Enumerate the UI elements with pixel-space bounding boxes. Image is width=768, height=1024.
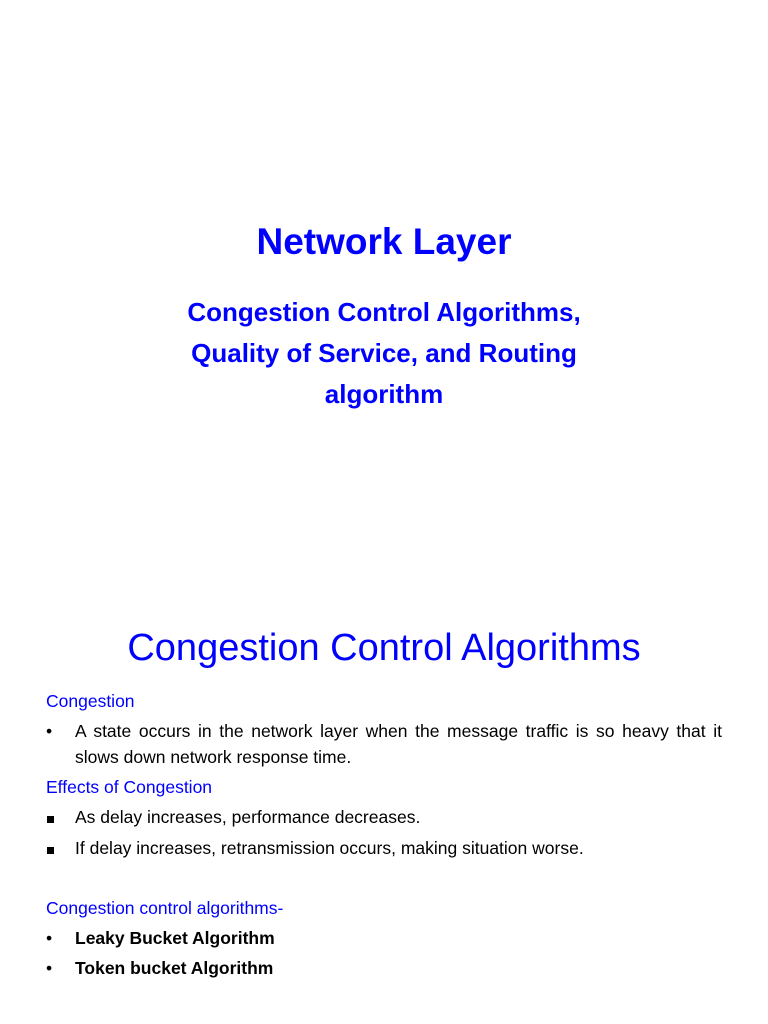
slide-subtitle bbox=[120, 292, 648, 415]
effects-heading: Effects of Congestion bbox=[46, 777, 213, 797]
list-item bbox=[46, 835, 722, 861]
square-bullet-icon bbox=[46, 835, 75, 861]
slide-title: Network Layer bbox=[256, 221, 512, 262]
bullet-icon: • bbox=[46, 721, 53, 741]
algorithm-item-2: Token bucket Algorithm bbox=[75, 958, 274, 978]
effect-item-1: As delay increases, performance decreases. bbox=[75, 807, 421, 827]
content-slide bbox=[0, 576, 768, 1024]
list-item bbox=[46, 804, 722, 830]
content-slide-title: Congestion Control Algorithms bbox=[127, 627, 641, 669]
algorithms-heading: Congestion control algorithms- bbox=[46, 898, 284, 918]
congestion-heading: Congestion bbox=[46, 691, 135, 711]
list-item bbox=[46, 955, 722, 981]
bullet-icon: • bbox=[46, 958, 53, 978]
square-bullet-icon bbox=[46, 804, 75, 830]
effect-item-2: If delay increases, retransmission occurs, making situation worse. bbox=[75, 838, 584, 858]
subtitle-line-2: Quality of Service, and Routing bbox=[191, 338, 577, 368]
algorithm-item-1: Leaky Bucket Algorithm bbox=[75, 928, 275, 948]
subtitle-line-3: algorithm bbox=[324, 379, 444, 409]
list-item bbox=[46, 718, 722, 770]
bullet-icon: • bbox=[46, 928, 53, 948]
slide-body bbox=[46, 688, 722, 981]
list-item bbox=[46, 925, 722, 951]
subtitle-line-1: Congestion Control Algorithms, bbox=[187, 297, 581, 327]
congestion-definition: A state occurs in the network layer when the message traffic is so heavy that it slows down network response time. bbox=[75, 721, 722, 767]
